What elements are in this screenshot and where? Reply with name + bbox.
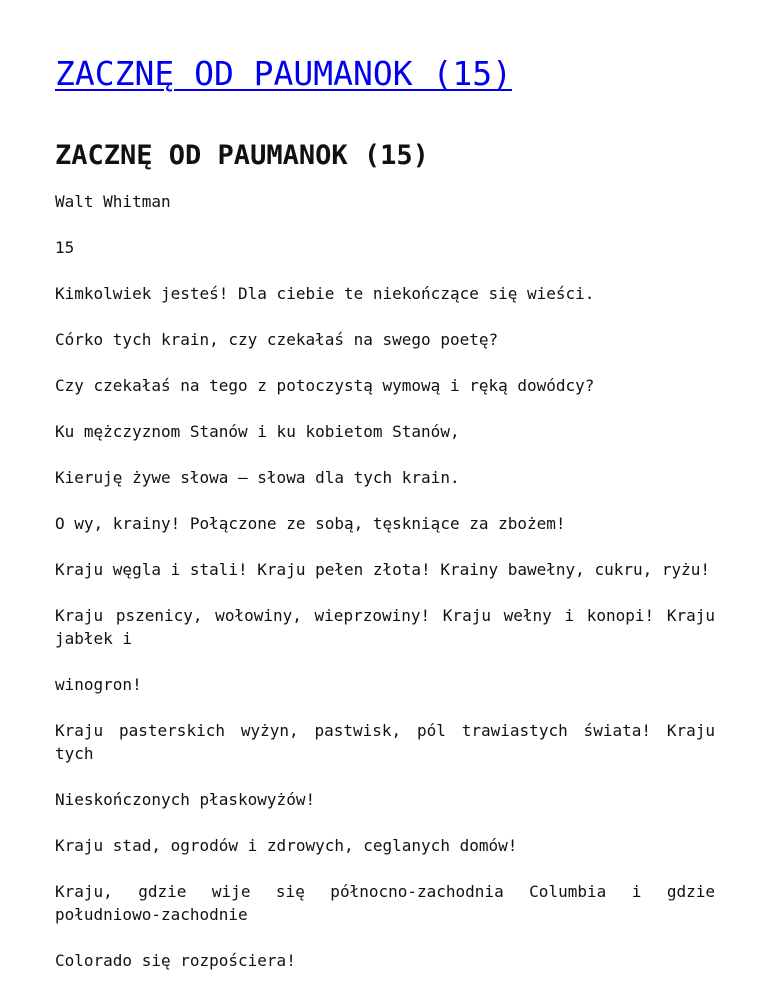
poem-line: Kraju węgla i stali! Kraju pełen złota! Krainy bawełny, cukru, ryżu! [55, 560, 711, 579]
poem-line: Kimkolwiek jesteś! Dla ciebie te niekończące się wieści. [55, 284, 595, 303]
section-number: 15 [55, 238, 75, 257]
poem-line: Ku mężczyznom Stanów i ku kobietom Stanów, [55, 422, 460, 441]
post-title: ZACZNĘ OD PAUMANOK (15) [55, 140, 429, 171]
page-title-link[interactable]: ZACZNĘ OD PAUMANOK (15) [55, 54, 512, 93]
poem-line: Czy czekałaś na tego z potoczystą wymową i ręką dowódcy? [55, 376, 595, 395]
poem-line: O wy, krainy! Połączone ze sobą, tęskniące za zbożem! [55, 514, 566, 533]
poem-line: Kraju pszenicy, wołowiny, wieprzowiny! Kraju wełny i konopi! Kraju jabłek i [55, 606, 715, 648]
poem-line: Córko tych krain, czy czekałaś na swego poetę? [55, 330, 499, 349]
poem-line: Kraju pasterskich wyżyn, pastwisk, pól trawiastych świata! Kraju tych [55, 721, 715, 763]
post-content [55, 190, 715, 995]
poem-line: Colorado się rozpościera! [55, 951, 296, 970]
poem-line: winogron! [55, 675, 142, 694]
author-name: Walt Whitman [55, 192, 171, 211]
poem-line: Kraju stad, ogrodów i zdrowych, ceglanych domów! [55, 836, 518, 855]
poem-line: Kieruję żywe słowa – słowa dla tych krain. [55, 468, 460, 487]
poem-line: Kraju, gdzie wije się północno-zachodnia Columbia i gdzie południowo-zachodnie [55, 882, 715, 924]
poem-line: Nieskończonych płaskowyżów! [55, 790, 316, 809]
